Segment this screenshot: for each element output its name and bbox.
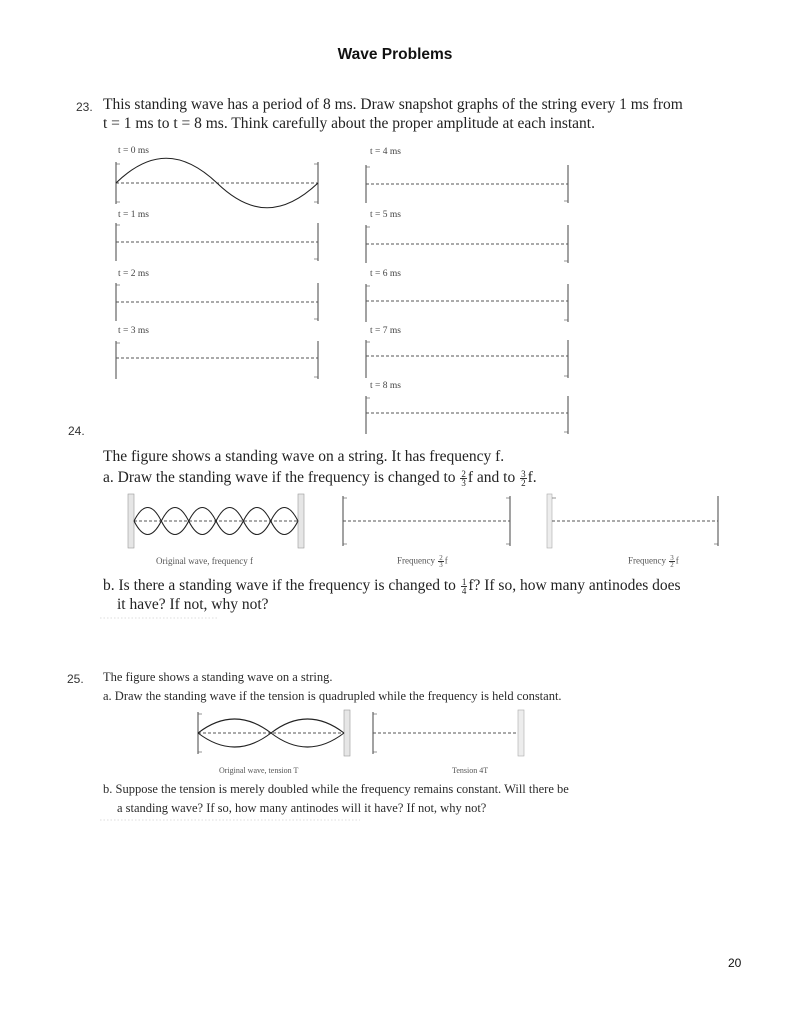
label-t0: t = 0 ms xyxy=(118,146,149,156)
snapshot-t5 xyxy=(364,222,570,266)
q24-part-b-prefix: b. Is there a standing wave if the frequency is changed to xyxy=(103,577,456,594)
fraction-denominator: 4 xyxy=(461,585,467,596)
q24-part-b-line1 xyxy=(103,577,681,595)
q25-part-b-line2: a standing wave? If so, how many antinodes will it have? If not, why not? xyxy=(117,801,487,815)
q24-part-a-suffix: f. xyxy=(527,469,537,486)
caption-f: f xyxy=(675,555,679,566)
fraction-numerator: 2 xyxy=(439,554,443,562)
q24-caption-original: Original wave, frequency f xyxy=(156,556,253,566)
caption-frequency-word: Frequency xyxy=(397,555,435,566)
snapshot-t2 xyxy=(114,280,320,324)
q25-part-b-line1: b. Suppose the tension is merely doubled while the frequency remains constant. Will there be xyxy=(103,782,569,796)
q25-answer-frame xyxy=(370,708,528,758)
snapshot-t6 xyxy=(364,281,570,325)
q25-original-wave-figure xyxy=(194,708,352,758)
q25-intro: The figure shows a standing wave on a string. xyxy=(103,670,333,684)
label-t2: t = 2 ms xyxy=(118,269,149,279)
fraction-denominator: 2 xyxy=(521,477,526,488)
q25-caption-new: Tension 4T xyxy=(452,766,489,775)
caption-frequency-word: Frequency xyxy=(628,555,666,566)
snapshot-t4 xyxy=(364,162,570,206)
q24-part-b-suffix: f? If so, how many antinodes does xyxy=(468,577,681,594)
q24-part-a-prefix: a. Draw the standing wave if the frequency is changed to xyxy=(103,469,456,486)
label-t7: t = 7 ms xyxy=(370,326,401,336)
page-number: 20 xyxy=(728,956,742,970)
q23-text-line1: This standing wave has a period of 8 ms. Draw snapshot graphs of the string every 1 ms from xyxy=(103,96,683,113)
q23-number: 23. xyxy=(76,100,93,114)
q24-fraction-one-quarter xyxy=(461,578,468,595)
q25-number: 25. xyxy=(67,672,84,686)
fraction-numerator: 1 xyxy=(461,576,467,587)
caption-fraction xyxy=(438,555,444,568)
label-t5: t = 5 ms xyxy=(370,210,401,220)
label-t3: t = 3 ms xyxy=(118,326,149,336)
label-t6: t = 6 ms xyxy=(370,269,401,279)
q24-fraction-three-halves xyxy=(520,470,527,487)
caption-f: f xyxy=(444,555,448,566)
label-t1: t = 1 ms xyxy=(118,210,149,220)
page-title: Wave Problems xyxy=(337,46,453,63)
label-t8: t = 8 ms xyxy=(370,381,401,391)
q24-answer-frame-three-halves xyxy=(547,492,723,550)
q25-caption-original: Original wave, tension T xyxy=(219,766,299,775)
q24-part-a-mid: f and to xyxy=(467,469,516,486)
snapshot-t3 xyxy=(114,338,320,382)
fraction-denominator: 3 xyxy=(439,561,443,569)
fraction-numerator: 2 xyxy=(461,468,466,479)
q25-part-a: a. Draw the standing wave if the tension is quadrupled while the frequency is held constant. xyxy=(103,689,562,703)
fraction-denominator: 3 xyxy=(461,477,466,488)
q25-faint-underline xyxy=(100,818,362,822)
q24-original-wave-figure xyxy=(128,492,304,550)
snapshot-t8 xyxy=(364,393,570,437)
q23-text-line2: t = 1 ms to t = 8 ms. Think carefully about the proper amplitude at each instant. xyxy=(103,115,595,132)
fraction-numerator: 3 xyxy=(670,554,674,562)
caption-fraction xyxy=(669,555,675,568)
fraction-denominator: 2 xyxy=(670,561,674,569)
q24-intro: The figure shows a standing wave on a string. It has frequency f. xyxy=(103,448,505,465)
snapshot-t7 xyxy=(364,337,570,381)
q24-caption-two-thirds xyxy=(397,555,448,568)
q24-fraction-two-thirds xyxy=(460,470,467,487)
fraction-numerator: 3 xyxy=(521,468,526,479)
snapshot-t1 xyxy=(114,220,320,264)
q24-answer-frame-two-thirds xyxy=(340,492,514,550)
q24-number: 24. xyxy=(68,424,85,438)
label-t4: t = 4 ms xyxy=(370,147,401,157)
snapshot-t0 xyxy=(114,158,320,208)
q24-caption-three-halves xyxy=(628,555,679,568)
q24-part-a xyxy=(103,469,537,487)
q24-faint-underline xyxy=(100,616,220,620)
q24-part-b-line2: it have? If not, why not? xyxy=(117,596,269,613)
